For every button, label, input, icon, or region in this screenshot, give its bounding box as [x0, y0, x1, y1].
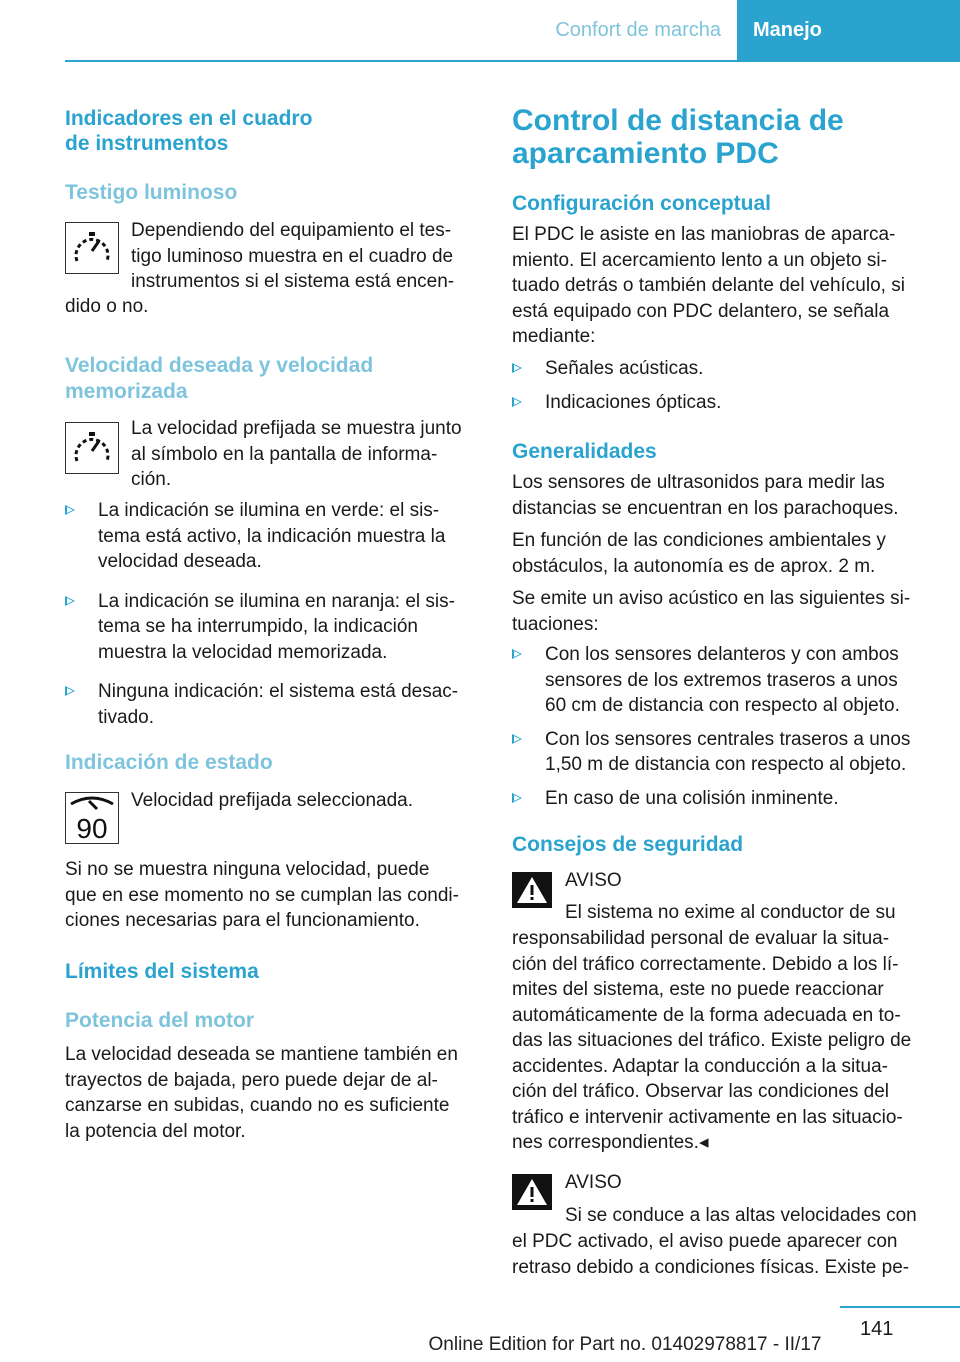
list-item: La indicación se ilumina en verde: el sis- tema está activo, la indicación muestra la velocidad deseada. [65, 498, 477, 575]
list-item: En caso de una colisión inminente. [512, 786, 932, 812]
header-section-tab [515, 0, 737, 60]
list-item: La indicación se ilumina en naranja: el sis- tema se ha interrumpido, la indicación muestra la velocidad memorizada. [65, 589, 477, 666]
potencia-heading: Potencia del motor [65, 1009, 255, 1032]
warning-icon [512, 872, 552, 908]
footer-rule [840, 1306, 960, 1308]
config-heading: Configuración conceptual [512, 192, 772, 215]
warning-icon [512, 1174, 552, 1210]
list-item: Indicaciones ópticas. [512, 390, 932, 416]
velocidad-heading-line2: memorizada [65, 380, 188, 403]
consejos-heading: Consejos de seguridad [512, 833, 744, 856]
generalidades-p3: Se emite un aviso acústico en las siguientes si- tuaciones: [512, 588, 911, 635]
aviso2-text: el PDC activado, el aviso puede aparecer con retraso debido a condiciones físicas. Existe pe- [512, 1231, 910, 1278]
estado-heading: Indicación de estado [65, 751, 273, 774]
list-item: Ninguna indicación: el sistema está desac- tivado. [65, 679, 477, 730]
left-title [65, 106, 477, 156]
bullet-triangle-icon [65, 596, 75, 606]
right-title-line1: Control de distancia de [512, 104, 844, 137]
speed-limit-90-icon [65, 792, 119, 844]
aviso1-text: responsabilidad personal de evaluar la situa- ción del tráfico correctamente. Debido a los lí- mites del sistema, este no puede reaccionar automáticamente de la forma adecuada en to- das las situaciones del tráfico. Existe peligro de accidentes. Adaptar la conducción a la situa- ción del tráfico. Observar las condiciones del tráfico e intervenir activamente en las situacio- nes correspondientes.◂ [512, 928, 912, 1153]
page-number: 141 [860, 1318, 894, 1340]
config-text: El PDC le asiste en las maniobras de aparca- miento. El acercamiento lento a un objeto si- tuado detrás o también delante del vehículo, si está equipado con PDC delantero, se señala mediante: [512, 224, 905, 347]
list-item: Con los sensores centrales traseros a unos 1,50 m de distancia con respecto al objeto. [512, 727, 932, 778]
left-title-line2: de instrumentos [65, 132, 229, 155]
config-bullet-list [512, 356, 932, 415]
edition-label: Online Edition for Part no. 01402978817 - II/17 [428, 1334, 822, 1355]
speedometer-icon [65, 222, 119, 274]
header-chapter-tab [737, 0, 960, 60]
testigo-text: Dependiendo del equipamiento el tes- tigo luminoso muestra en el cuadro de instrumentos si el sistema está encen- [131, 220, 455, 292]
header-section-label: Confort de marcha [555, 18, 721, 41]
bullet-triangle-icon [65, 686, 75, 696]
generalidades-p2: En función de las condiciones ambientales y obstáculos, la autonomía es de aprox. 2 m. [512, 530, 886, 577]
bullet-triangle-icon [512, 649, 522, 659]
bullet-triangle-icon [512, 363, 522, 373]
bullet-triangle-icon [512, 734, 522, 744]
list-item: Señales acústicas. [512, 356, 932, 382]
speedometer-memory-icon [65, 422, 119, 474]
aviso1-label: AVISO [565, 870, 622, 891]
potencia-text: La velocidad deseada se mantiene también en trayectos de bajada, pero puede dejar de al- canzarse en subidas, cuando no es suficiente la potencia del motor. [65, 1044, 458, 1142]
testigo-text-tail: dido o no. [65, 296, 149, 317]
header-rule [65, 60, 960, 62]
list-item: Con los sensores delanteros y con ambos sensores de los extremos traseros a unos 60 cm de distancia con respecto al objeto. [512, 642, 932, 719]
velocidad-heading [65, 353, 477, 405]
bullet-triangle-icon [65, 505, 75, 515]
bullet-triangle-icon [512, 793, 522, 803]
generalidades-p1: Los sensores de ultrasonidos para medir las distancias se encuentran en los parachoques. [512, 472, 899, 519]
generalidades-bullet-list [512, 642, 932, 811]
velocidad-text: La velocidad prefijada se muestra junto al símbolo en la pantalla de informa- ción. [131, 418, 462, 490]
bullet-triangle-icon [512, 397, 522, 407]
estado-paragraph: Si no se muestra ninguna velocidad, puede que en ese momento no se cumplan las condi- ciones necesarias para el funcionamiento. [65, 859, 459, 931]
right-title [512, 104, 932, 170]
estado-text: Velocidad prefijada seleccionada. [131, 790, 414, 811]
velocidad-bullet-list [65, 498, 477, 730]
aviso1-first-line: El sistema no exime al conductor de su [565, 902, 896, 923]
velocidad-heading-line1: Velocidad deseada y velocidad [65, 354, 374, 377]
header-chapter-label: Manejo [753, 18, 822, 41]
right-title-line2: aparcamiento PDC [512, 137, 779, 170]
limites-heading: Límites del sistema [65, 960, 259, 983]
aviso2-label: AVISO [565, 1172, 622, 1193]
generalidades-heading: Generalidades [512, 440, 657, 463]
aviso2-first-line: Si se conduce a las altas velocidades con [565, 1205, 917, 1226]
speed-limit-number: 90 [76, 813, 108, 842]
testigo-heading: Testigo luminoso [65, 181, 238, 204]
left-title-line1: Indicadores en el cuadro [65, 107, 313, 130]
